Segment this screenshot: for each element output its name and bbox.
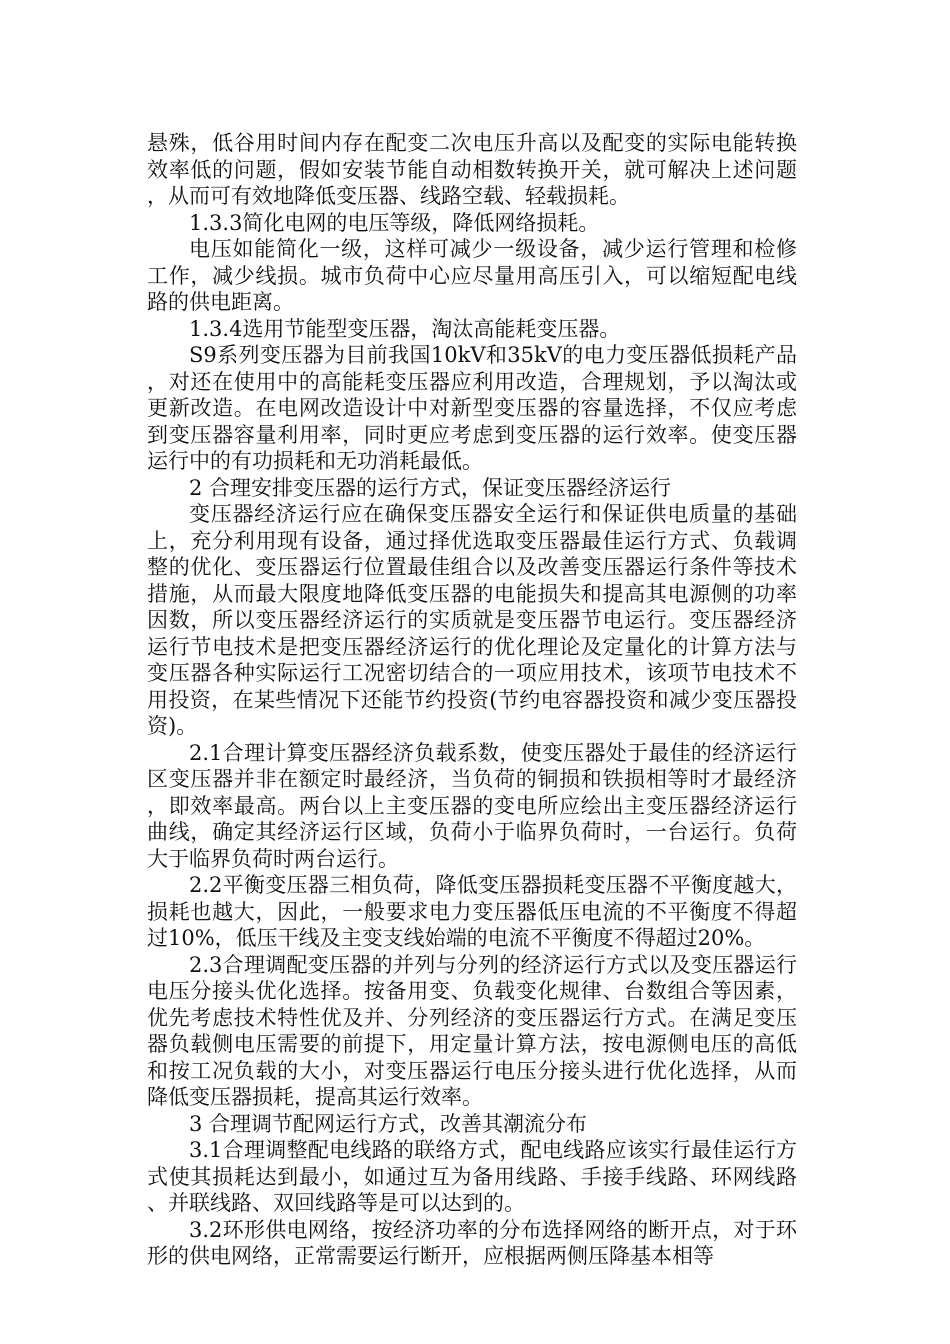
paragraph-3-2: 3.2环形供电网络，按经济功率的分布选择网络的断开点，对于环形的供电网络，正常需要运行断开，应根据两侧压降基本相等 bbox=[147, 1217, 797, 1268]
heading-section-2: 2 合理安排变压器的运行方式，保证变压器经济运行 bbox=[189, 475, 672, 500]
paragraph-2-1: 2.1合理计算变压器经济负载系数，使变压器处于最佳的经济运行区变压器并非在额定时最经济，当负荷的铜损和铁损相等时才最经济，即效率最高。两台以上主变压器的变电所应绘出主变压器经济运行曲线，确定其经济运行区域，负荷小于临界负荷时，一台运行。负荷大于临界负荷时两台运行。 bbox=[147, 740, 797, 871]
paragraph-s9-transformer: S9系列变压器为目前我国10kV和35kV的电力变压器低损耗产品，对还在使用中的高能耗变压器应利用改造，合理规划，予以淘汰或更新改造。在电网改造设计中对新型变压器的容量选择，不仅应考虑到变压器容量利用率，同时更应考虑到变压器的运行效率。使变压器运行中的有功损耗和无功消耗最低。 bbox=[147, 343, 797, 473]
paragraph-2-2: 2.2平衡变压器三相负荷，降低变压器损耗变压器不平衡度越大，损耗也越大，因此，一般要求电力变压器低压电流的不平衡度不得超过10%，低压干线及主变支线始端的电流不平衡度不得超过20%。 bbox=[147, 873, 797, 950]
paragraph-2-3: 2.3合理调配变压器的并列与分列的经济运行方式以及变压器运行电压分接头优化选择。按备用变、负载变化规律、台数组合等因素，优先考虑技术特性优及并、分列经济的变压器运行方式。在满足变压器负载侧电压需要的前提下，用定量计算方法，按电源侧电压的高低和按工况负载的大小，对变压器运行电压分接头进行优化选择，从而降低变压器损耗，提高其运行效率。 bbox=[147, 952, 797, 1109]
heading-section-3: 3 合理调节配网运行方式，改善其潮流分布 bbox=[189, 1111, 588, 1136]
heading-1-3-3: 1.3.3简化电网的电压等级，降低网络损耗。 bbox=[189, 210, 600, 235]
paragraph-3-1: 3.1合理调整配电线路的联络方式，配电线路应该实行最佳运行方式使其损耗达到最小，如通过互为备用线路、手接手线路、环网线路、并联线路、双回线路等是可以达到的。 bbox=[147, 1138, 797, 1215]
paragraph-economic-operation: 变压器经济运行应在确保变压器安全运行和保证供电质量的基础上，充分利用现有设备，通过择优选取变压器最佳运行方式、负载调整的优化、变压器运行位置最佳组合以及改善变压器运行条件等技术措施，从而最大限度地降低变压器的电能损失和提高其电源侧的功率因数，所以变压器经济运行的实质就是变压器节电运行。变压器经济运行节电技术是把变压器经济运行的优化理论及定量化的计算方法与变压器各种实际运行工况密切结合的一项应用技术，该项节电技术不用投资，在某些情况下还能节约投资(节约电容器投资和减少变压器投资)。 bbox=[147, 502, 797, 738]
heading-1-3-4: 1.3.4选用节能型变压器，淘汰高能耗变压器。 bbox=[189, 316, 621, 341]
paragraph-continuation: 悬殊，低谷用时间内存在配变二次电压升高以及配变的实际电能转换效率低的问题，假如安装节能自动相数转换开关，就可解决上述问题，从而可有效地降低变压器、线路空载、轻载损耗。 bbox=[147, 131, 797, 208]
paragraph-voltage-simplification: 电压如能简化一级，这样可减少一级设备，减少运行管理和检修工作，减少线损。城市负荷中心应尽量用高压引入，可以缩短配电线路的供电距离。 bbox=[147, 237, 797, 314]
document-body bbox=[147, 130, 797, 1270]
